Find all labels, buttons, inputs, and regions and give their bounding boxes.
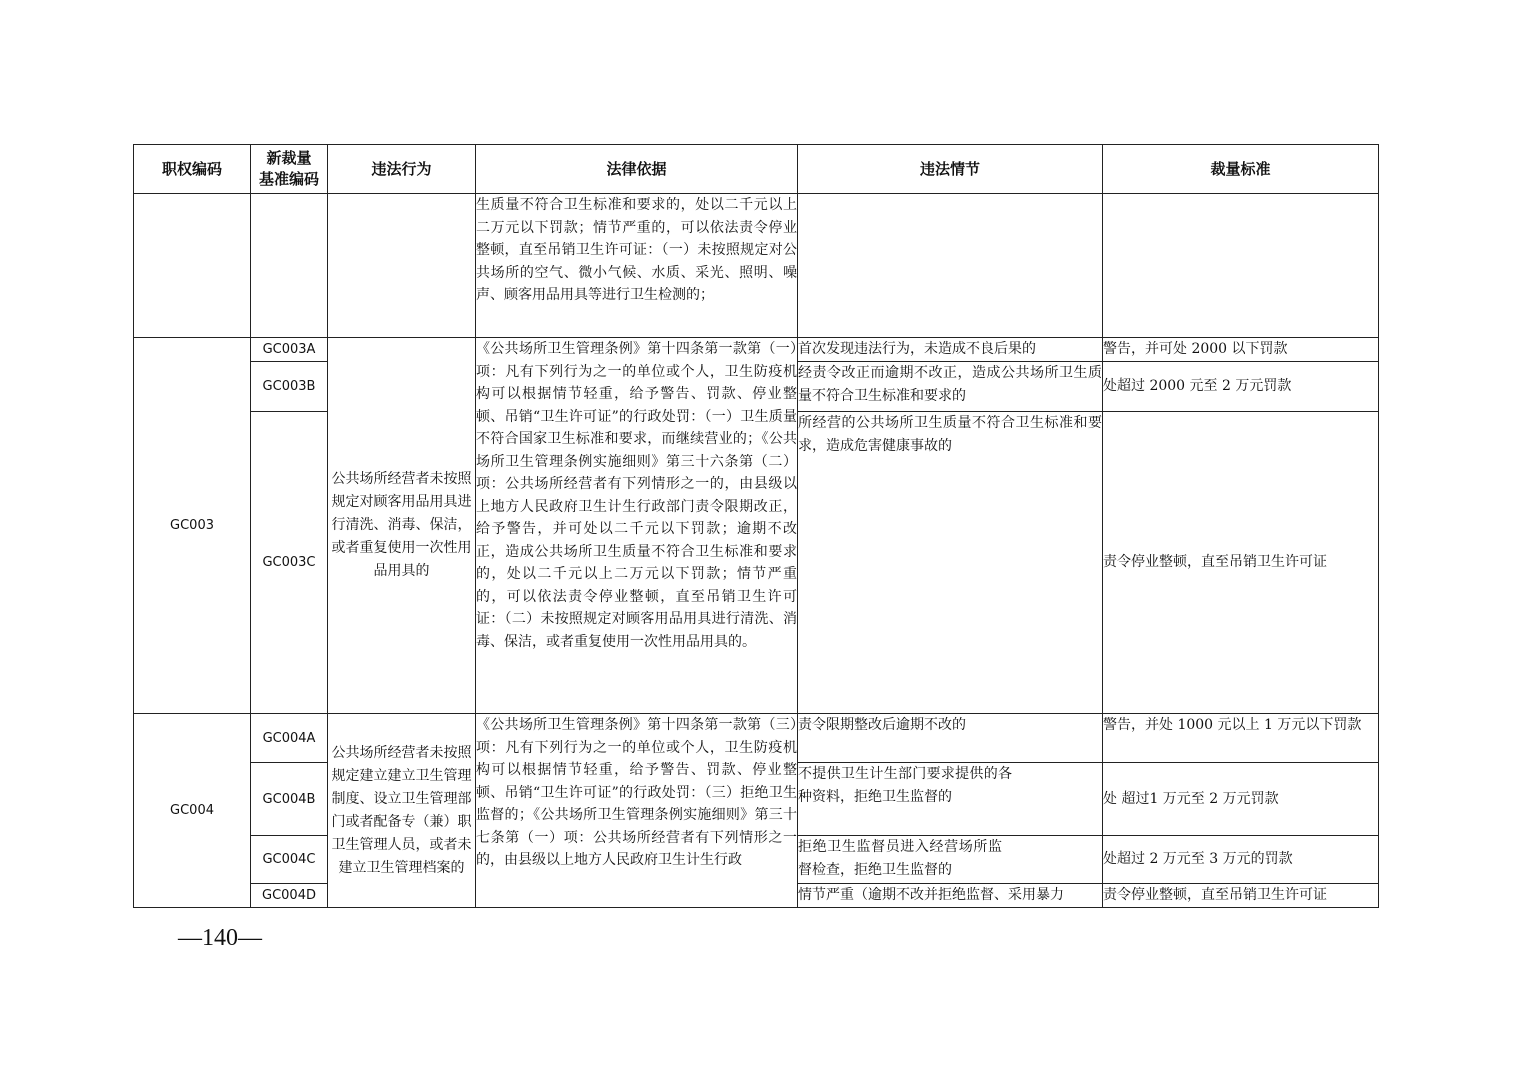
table-row — [134, 194, 1379, 338]
standard: 警告，并处 1000 元以上 1 万元以下罚款 — [1103, 714, 1379, 763]
standard: 处超过 2 万元至 3 万元的罚款 — [1103, 836, 1379, 884]
benchmark-code: GC004B — [251, 763, 328, 836]
circumstance: 经责令改正而逾期不改正，造成公共场所卫生质量不符合卫生标准和要求的 — [798, 362, 1103, 412]
header-circumstance: 违法情节 — [798, 145, 1103, 194]
cell-empty — [251, 194, 328, 338]
circumstance: 所经营的公共场所卫生质量不符合卫生标准和要求，造成危害健康事故的 — [798, 412, 1103, 714]
standard: 处超过 2000 元至 2 万元罚款 — [1103, 362, 1379, 412]
standard: 警告，并可处 2000 以下罚款 — [1103, 338, 1379, 362]
cell-empty — [798, 194, 1103, 338]
header-benchmark-code — [251, 145, 328, 194]
standard: 责令停业整顿，直至吊销卫生许可证 — [1103, 884, 1379, 908]
benchmark-code: GC004D — [251, 884, 328, 908]
authority-code-gc003: GC003 — [134, 338, 251, 714]
cell-empty — [328, 194, 476, 338]
legal-basis-continued: 生质量不符合卫生标准和要求的，处以二千元以上二万元以下罚款；情节严重的，可以依法责令停业整顿，直至吊销卫生许可证：（一）未按照规定对公共场所的空气、微小气候、水质、采光、照明、噪声、顾客用品用具等进行卫生检测的； — [476, 194, 798, 338]
circumstance: 首次发现违法行为，未造成不良后果的 — [798, 338, 1103, 362]
authority-code-gc004: GC004 — [134, 714, 251, 908]
table-row — [134, 338, 1379, 362]
circumstance: 不提供卫生计生部门要求提供的各种资料，拒绝卫生监督的 — [798, 763, 1103, 836]
standard: 责令停业整顿，直至吊销卫生许可证 — [1103, 412, 1379, 714]
standard: 处 超过1 万元至 2 万元罚款 — [1103, 763, 1379, 836]
header-authority-code: 职权编码 — [134, 145, 251, 194]
benchmark-code: GC004A — [251, 714, 328, 763]
regulation-table — [133, 144, 1379, 908]
header-standard: 裁量标准 — [1103, 145, 1379, 194]
cell-empty — [1103, 194, 1379, 338]
legal-basis-gc004: 《公共场所卫生管理条例》第十四条第一款第（三）项：凡有下列行为之一的单位或个人，卫生防疫机构可以根据情节轻重，给予警告、罚款、停业整顿、吊销“卫生许可证”的行政处罚：（三）拒绝卫生监督的；《公共场所卫生管理条例实施细则》第三十七条第（一）项：公共场所经营者有下列情形之一的，由县级以上地方人民政府卫生计生行政 — [476, 714, 798, 908]
header-row — [134, 145, 1379, 194]
violation-gc003: 公共场所经营者未按照规定对顾客用品用具进行清洗、消毒、保洁，或者重复使用一次性用品用具的 — [328, 338, 476, 714]
header-violation: 违法行为 — [328, 145, 476, 194]
benchmark-code: GC004C — [251, 836, 328, 884]
header-benchmark-code-text: 新裁量 基准编码 — [258, 149, 319, 188]
circumstance: 拒绝卫生监督员进入经营场所监督检查，拒绝卫生监督的 — [798, 836, 1103, 884]
circumstance: 责令限期整改后逾期不改的 — [798, 714, 1103, 763]
circumstance: 情节严重（逾期不改并拒绝监督、采用暴力 — [798, 884, 1103, 908]
header-legal-basis: 法律依据 — [476, 145, 798, 194]
page-number: —140— — [178, 925, 262, 951]
cell-empty — [134, 194, 251, 338]
benchmark-code: GC003A — [251, 338, 328, 362]
benchmark-code: GC003C — [251, 412, 328, 714]
violation-gc004: 公共场所经营者未按照规定建立建立卫生管理制度、设立卫生管理部门或者配备专（兼）职卫生管理人员，或者未建立卫生管理档案的 — [328, 714, 476, 908]
table-row — [134, 714, 1379, 763]
benchmark-code: GC003B — [251, 362, 328, 412]
legal-basis-gc003: 《公共场所卫生管理条例》第十四条第一款第（一）项：凡有下列行为之一的单位或个人，卫生防疫机构可以根据情节轻重，给予警告、罚款、停业整顿、吊销“卫生许可证”的行政处罚：（一）卫生质量不符合国家卫生标准和要求，而继续营业的；《公共场所卫生管理条例实施细则》第三十六条第（二）项：公共场所经营者有下列情形之一的，由县级以上地方人民政府卫生计生行政部门责令限期改正，给予警告，并可处以二千元以下罚款；逾期不改正，造成公共场所卫生质量不符合卫生标准和要求的，处以二千元以上二万元以下罚款；情节严重的，可以依法责令停业整顿，直至吊销卫生许可证：（二）未按照规定对顾客用品用具进行清洗、消毒、保洁，或者重复使用一次性用品用具的。 — [476, 338, 798, 714]
